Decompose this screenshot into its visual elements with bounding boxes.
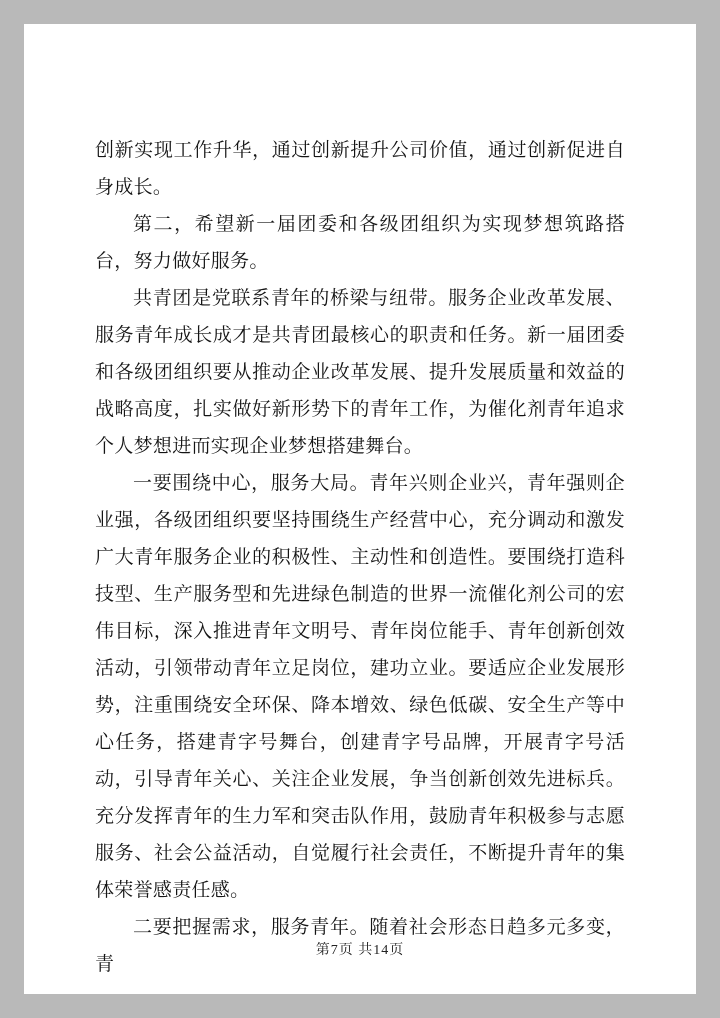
document-page [24, 24, 696, 994]
paragraph-continuation: 创新实现工作升华，通过创新提升公司价值，通过创新促进自身成长。 [95, 140, 625, 198]
paragraph-serve-youth: 二要把握需求，服务青年。随着社会形态日趋多元多变，青 [95, 917, 625, 975]
document-body [95, 132, 625, 983]
paragraph-league-bridge: 共青团是党联系青年的桥梁与纽带。服务企业改革发展、服务青年成长成才是共青团最核心的职责和任务。新一届团委和各级团组织要从推动企业改革发展、提升发展质量和效益的战略高度，扎实做好新形势下的青年工作，为催化剂青年追求个人梦想进而实现企业梦想搭建舞台。 [95, 288, 625, 457]
paragraph-serve-center: 一要围绕中心，服务大局。青年兴则企业兴，青年强则企业强，各级团组织要坚持围绕生产经营中心，充分调动和激发广大青年服务企业的积极性、主动性和创造性。要围绕打造科技型、生产服务型和先进绿色制造的世界一流催化剂公司的宏伟目标，深入推进青年文明号、青年岗位能手、青年创新创效活动，引领带动青年立足岗位，建功立业。要适应企业发展形势，注重围绕安全环保、降本增效、绿色低碳、安全生产等中心任务，搭建青字号舞台，创建青字号品牌，开展青字号活动，引导青年关心、关注企业发展，争当创新创效先进标兵。充分发挥青年的生力军和突击队作用，鼓励青年积极参与志愿服务、社会公益活动，自觉履行社会责任，不断提升青年的集体荣誉感责任感。 [95, 473, 625, 901]
paragraph-second-point: 第二，希望新一届团委和各级团组织为实现梦想筑路搭台，努力做好服务。 [95, 214, 625, 272]
page-number-indicator: 第7页 共14页 [315, 943, 405, 958]
